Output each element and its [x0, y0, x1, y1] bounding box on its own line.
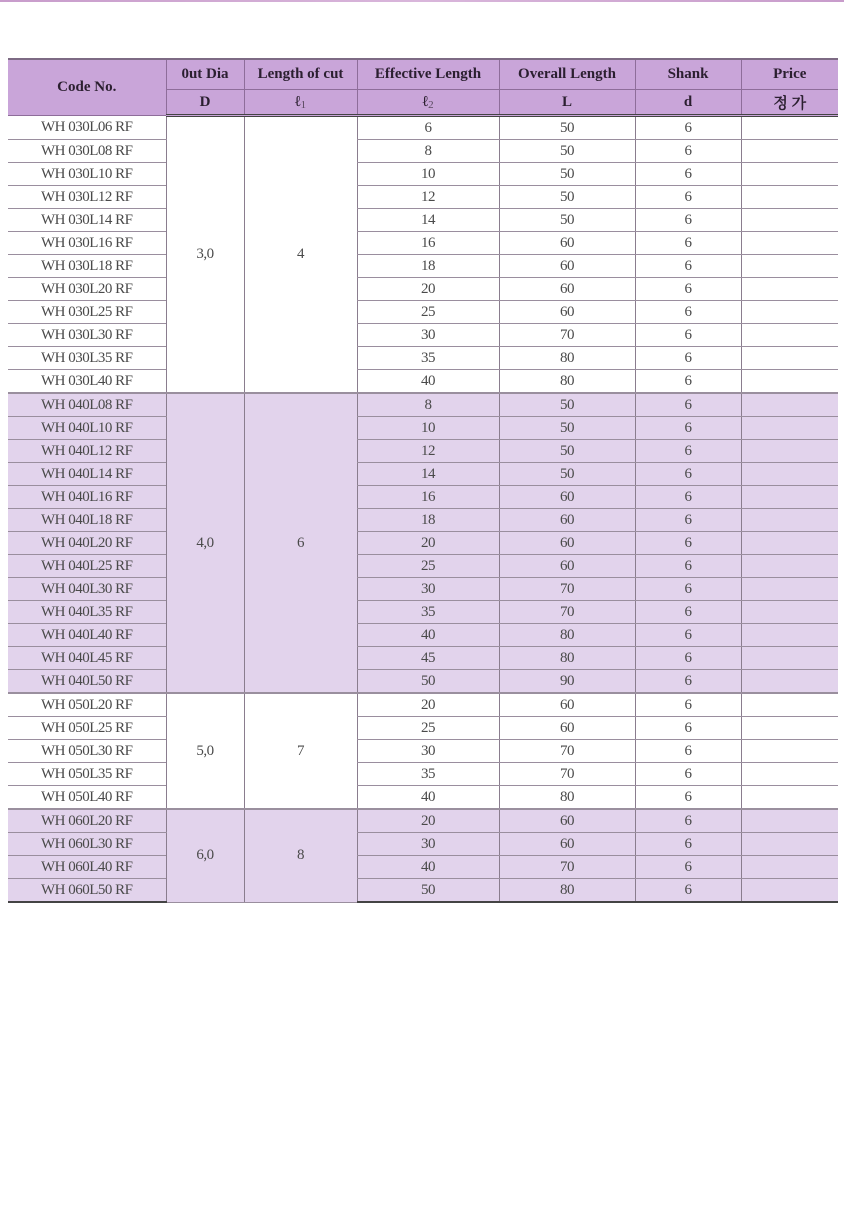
cell-shank: 6 — [635, 140, 741, 163]
cell-price — [741, 209, 838, 232]
cell-code-no: WH 030L16 RF — [8, 232, 166, 255]
header-symbol-l1 — [244, 90, 357, 116]
cell-overall-length: 70 — [499, 324, 635, 347]
cell-price — [741, 693, 838, 717]
table-row — [8, 116, 838, 140]
cell-effective-length: 10 — [357, 163, 499, 186]
cell-overall-length: 60 — [499, 232, 635, 255]
cell-price — [741, 740, 838, 763]
table-row — [8, 186, 838, 209]
cell-price — [741, 833, 838, 856]
cell-code-no: WH 050L20 RF — [8, 693, 166, 717]
cell-overall-length: 60 — [499, 717, 635, 740]
cell-effective-length: 10 — [357, 417, 499, 440]
cell-shank: 6 — [635, 301, 741, 324]
cell-effective-length: 12 — [357, 186, 499, 209]
cell-code-no: WH 050L30 RF — [8, 740, 166, 763]
table-row — [8, 463, 838, 486]
cell-shank: 6 — [635, 624, 741, 647]
cell-code-no: WH 050L40 RF — [8, 786, 166, 810]
table-row — [8, 209, 838, 232]
cell-price — [741, 532, 838, 555]
cell-overall-length: 50 — [499, 209, 635, 232]
cell-effective-length: 18 — [357, 255, 499, 278]
cell-code-no: WH 030L40 RF — [8, 370, 166, 394]
table-row — [8, 486, 838, 509]
cell-overall-length: 60 — [499, 255, 635, 278]
cell-overall-length: 70 — [499, 601, 635, 624]
cell-code-no: WH 030L08 RF — [8, 140, 166, 163]
cell-overall-length: 90 — [499, 670, 635, 694]
cell-price — [741, 670, 838, 694]
table-row — [8, 278, 838, 301]
cell-shank: 6 — [635, 278, 741, 301]
cell-shank: 6 — [635, 324, 741, 347]
cell-price — [741, 163, 838, 186]
cell-effective-length: 25 — [357, 717, 499, 740]
cell-shank: 6 — [635, 509, 741, 532]
cell-effective-length: 14 — [357, 209, 499, 232]
cell-price — [741, 232, 838, 255]
cell-effective-length: 30 — [357, 740, 499, 763]
table-row — [8, 578, 838, 601]
table-row — [8, 809, 838, 833]
cell-price — [741, 624, 838, 647]
cell-code-no: WH 040L18 RF — [8, 509, 166, 532]
cell-code-no: WH 040L25 RF — [8, 555, 166, 578]
symbol-l2: ℓ — [422, 93, 429, 110]
cell-shank: 6 — [635, 670, 741, 694]
cell-overall-length: 70 — [499, 578, 635, 601]
cell-price — [741, 879, 838, 903]
table-row — [8, 509, 838, 532]
cell-price — [741, 140, 838, 163]
table-row — [8, 324, 838, 347]
table-row — [8, 879, 838, 903]
table-row — [8, 786, 838, 810]
cell-shank: 6 — [635, 116, 741, 140]
cell-effective-length: 20 — [357, 693, 499, 717]
cell-code-no: WH 040L45 RF — [8, 647, 166, 670]
cell-effective-length: 30 — [357, 833, 499, 856]
cell-overall-length: 80 — [499, 370, 635, 394]
cell-effective-length: 25 — [357, 555, 499, 578]
table-row — [8, 301, 838, 324]
cell-out-dia: 5,0 — [166, 693, 244, 809]
header-price: Price — [741, 59, 838, 90]
cell-shank: 6 — [635, 833, 741, 856]
cell-overall-length: 80 — [499, 879, 635, 903]
cell-overall-length: 50 — [499, 417, 635, 440]
cell-price — [741, 255, 838, 278]
table-row — [8, 440, 838, 463]
cell-length-of-cut: 8 — [244, 809, 357, 902]
cell-overall-length: 60 — [499, 555, 635, 578]
cell-overall-length: 60 — [499, 301, 635, 324]
cell-overall-length: 50 — [499, 463, 635, 486]
cell-shank: 6 — [635, 232, 741, 255]
cell-overall-length: 50 — [499, 393, 635, 417]
cell-shank: 6 — [635, 370, 741, 394]
cell-effective-length: 20 — [357, 532, 499, 555]
cell-out-dia: 3,0 — [166, 116, 244, 394]
cell-overall-length: 60 — [499, 278, 635, 301]
table-row — [8, 532, 838, 555]
table-row — [8, 670, 838, 694]
cell-shank: 6 — [635, 856, 741, 879]
cell-overall-length: 80 — [499, 624, 635, 647]
cell-price — [741, 186, 838, 209]
cell-effective-length: 50 — [357, 879, 499, 903]
symbol-l2-subscript: 2 — [428, 98, 434, 111]
cell-effective-length: 20 — [357, 809, 499, 833]
cell-price — [741, 486, 838, 509]
cell-code-no: WH 040L30 RF — [8, 578, 166, 601]
cell-price — [741, 417, 838, 440]
cell-price — [741, 393, 838, 417]
cell-code-no: WH 030L06 RF — [8, 116, 166, 140]
cell-shank: 6 — [635, 393, 741, 417]
cell-overall-length: 70 — [499, 763, 635, 786]
cell-price — [741, 463, 838, 486]
header-symbol-price: 정 가 — [741, 90, 838, 116]
cell-shank: 6 — [635, 601, 741, 624]
table-row — [8, 370, 838, 394]
cell-effective-length: 8 — [357, 140, 499, 163]
cell-effective-length: 20 — [357, 278, 499, 301]
cell-shank: 6 — [635, 786, 741, 810]
cell-code-no: WH 040L08 RF — [8, 393, 166, 417]
cell-shank: 6 — [635, 209, 741, 232]
cell-price — [741, 440, 838, 463]
header-symbol-l2 — [357, 90, 499, 116]
cell-shank: 6 — [635, 740, 741, 763]
table-row — [8, 232, 838, 255]
cell-price — [741, 555, 838, 578]
cell-price — [741, 347, 838, 370]
cell-out-dia: 6,0 — [166, 809, 244, 902]
cell-code-no: WH 060L40 RF — [8, 856, 166, 879]
cell-shank: 6 — [635, 763, 741, 786]
header-length-of-cut: Length of cut — [244, 59, 357, 90]
cell-price — [741, 763, 838, 786]
symbol-l1-subscript: 1 — [300, 98, 307, 111]
cell-effective-length: 12 — [357, 440, 499, 463]
header-code-no: Code No. — [8, 59, 166, 116]
cell-overall-length: 60 — [499, 509, 635, 532]
product-spec-table — [8, 58, 838, 903]
cell-overall-length: 80 — [499, 347, 635, 370]
cell-shank: 6 — [635, 879, 741, 903]
cell-code-no: WH 040L10 RF — [8, 417, 166, 440]
header-symbol-d: d — [635, 90, 741, 116]
cell-shank: 6 — [635, 532, 741, 555]
header-symbol-l-upper: L — [499, 90, 635, 116]
cell-effective-length: 6 — [357, 116, 499, 140]
cell-overall-length: 60 — [499, 532, 635, 555]
cell-shank: 6 — [635, 555, 741, 578]
cell-price — [741, 647, 838, 670]
cell-overall-length: 50 — [499, 186, 635, 209]
cell-code-no: WH 030L35 RF — [8, 347, 166, 370]
cell-price — [741, 601, 838, 624]
cell-overall-length: 50 — [499, 163, 635, 186]
cell-length-of-cut: 4 — [244, 116, 357, 394]
cell-effective-length: 35 — [357, 601, 499, 624]
header-effective-length: Effective Length — [357, 59, 499, 90]
table-row — [8, 717, 838, 740]
cell-code-no: WH 040L16 RF — [8, 486, 166, 509]
cell-effective-length: 40 — [357, 624, 499, 647]
table-row — [8, 393, 838, 417]
cell-shank: 6 — [635, 486, 741, 509]
table-row — [8, 647, 838, 670]
table-row — [8, 833, 838, 856]
cell-code-no: WH 040L12 RF — [8, 440, 166, 463]
cell-code-no: WH 030L20 RF — [8, 278, 166, 301]
table-row — [8, 601, 838, 624]
cell-price — [741, 509, 838, 532]
cell-code-no: WH 040L50 RF — [8, 670, 166, 694]
cell-overall-length: 50 — [499, 140, 635, 163]
cell-overall-length: 60 — [499, 809, 635, 833]
cell-effective-length: 16 — [357, 232, 499, 255]
cell-shank: 6 — [635, 440, 741, 463]
cell-overall-length: 50 — [499, 440, 635, 463]
table-row — [8, 693, 838, 717]
table-row — [8, 740, 838, 763]
cell-price — [741, 856, 838, 879]
cell-price — [741, 116, 838, 140]
cell-shank: 6 — [635, 717, 741, 740]
cell-effective-length: 50 — [357, 670, 499, 694]
cell-price — [741, 278, 838, 301]
cell-code-no: WH 040L35 RF — [8, 601, 166, 624]
cell-overall-length: 80 — [499, 786, 635, 810]
cell-shank: 6 — [635, 255, 741, 278]
table-row — [8, 555, 838, 578]
top-divider — [0, 0, 844, 2]
cell-price — [741, 786, 838, 810]
table-header — [8, 59, 838, 116]
cell-code-no: WH 060L20 RF — [8, 809, 166, 833]
cell-effective-length: 40 — [357, 786, 499, 810]
cell-effective-length: 8 — [357, 393, 499, 417]
cell-code-no: WH 050L25 RF — [8, 717, 166, 740]
table-row — [8, 763, 838, 786]
cell-shank: 6 — [635, 693, 741, 717]
cell-shank: 6 — [635, 186, 741, 209]
cell-length-of-cut: 6 — [244, 393, 357, 693]
cell-code-no: WH 030L25 RF — [8, 301, 166, 324]
cell-overall-length: 50 — [499, 116, 635, 140]
cell-price — [741, 578, 838, 601]
cell-effective-length: 18 — [357, 509, 499, 532]
cell-code-no: WH 030L30 RF — [8, 324, 166, 347]
cell-overall-length: 70 — [499, 856, 635, 879]
cell-shank: 6 — [635, 463, 741, 486]
table-body — [8, 116, 838, 903]
symbol-l1: ℓ — [294, 93, 301, 110]
cell-overall-length: 80 — [499, 647, 635, 670]
cell-overall-length: 60 — [499, 693, 635, 717]
cell-effective-length: 30 — [357, 324, 499, 347]
cell-length-of-cut: 7 — [244, 693, 357, 809]
table-row — [8, 140, 838, 163]
header-out-dia: 0ut Dia — [166, 59, 244, 90]
cell-shank: 6 — [635, 163, 741, 186]
cell-code-no: WH 060L50 RF — [8, 879, 166, 903]
cell-effective-length: 40 — [357, 856, 499, 879]
cell-code-no: WH 030L10 RF — [8, 163, 166, 186]
cell-shank: 6 — [635, 647, 741, 670]
cell-code-no: WH 040L40 RF — [8, 624, 166, 647]
header-overall-length: Overall Length — [499, 59, 635, 90]
header-shank: Shank — [635, 59, 741, 90]
cell-shank: 6 — [635, 347, 741, 370]
cell-price — [741, 370, 838, 394]
cell-overall-length: 60 — [499, 833, 635, 856]
cell-effective-length: 14 — [357, 463, 499, 486]
cell-price — [741, 324, 838, 347]
table-row — [8, 255, 838, 278]
cell-out-dia: 4,0 — [166, 393, 244, 693]
cell-code-no: WH 060L30 RF — [8, 833, 166, 856]
cell-effective-length: 35 — [357, 763, 499, 786]
cell-code-no: WH 040L20 RF — [8, 532, 166, 555]
cell-price — [741, 717, 838, 740]
cell-effective-length: 16 — [357, 486, 499, 509]
cell-code-no: WH 030L14 RF — [8, 209, 166, 232]
table-row — [8, 856, 838, 879]
cell-shank: 6 — [635, 809, 741, 833]
cell-price — [741, 809, 838, 833]
cell-overall-length: 60 — [499, 486, 635, 509]
cell-effective-length: 25 — [357, 301, 499, 324]
table-row — [8, 417, 838, 440]
cell-price — [741, 301, 838, 324]
cell-code-no: WH 030L12 RF — [8, 186, 166, 209]
cell-overall-length: 70 — [499, 740, 635, 763]
table-row — [8, 347, 838, 370]
cell-effective-length: 35 — [357, 347, 499, 370]
cell-shank: 6 — [635, 578, 741, 601]
cell-effective-length: 45 — [357, 647, 499, 670]
table-row — [8, 163, 838, 186]
cell-code-no: WH 040L14 RF — [8, 463, 166, 486]
cell-effective-length: 40 — [357, 370, 499, 394]
cell-code-no: WH 030L18 RF — [8, 255, 166, 278]
cell-shank: 6 — [635, 417, 741, 440]
header-symbol-d-upper: D — [166, 90, 244, 116]
cell-code-no: WH 050L35 RF — [8, 763, 166, 786]
table-row — [8, 624, 838, 647]
cell-effective-length: 30 — [357, 578, 499, 601]
